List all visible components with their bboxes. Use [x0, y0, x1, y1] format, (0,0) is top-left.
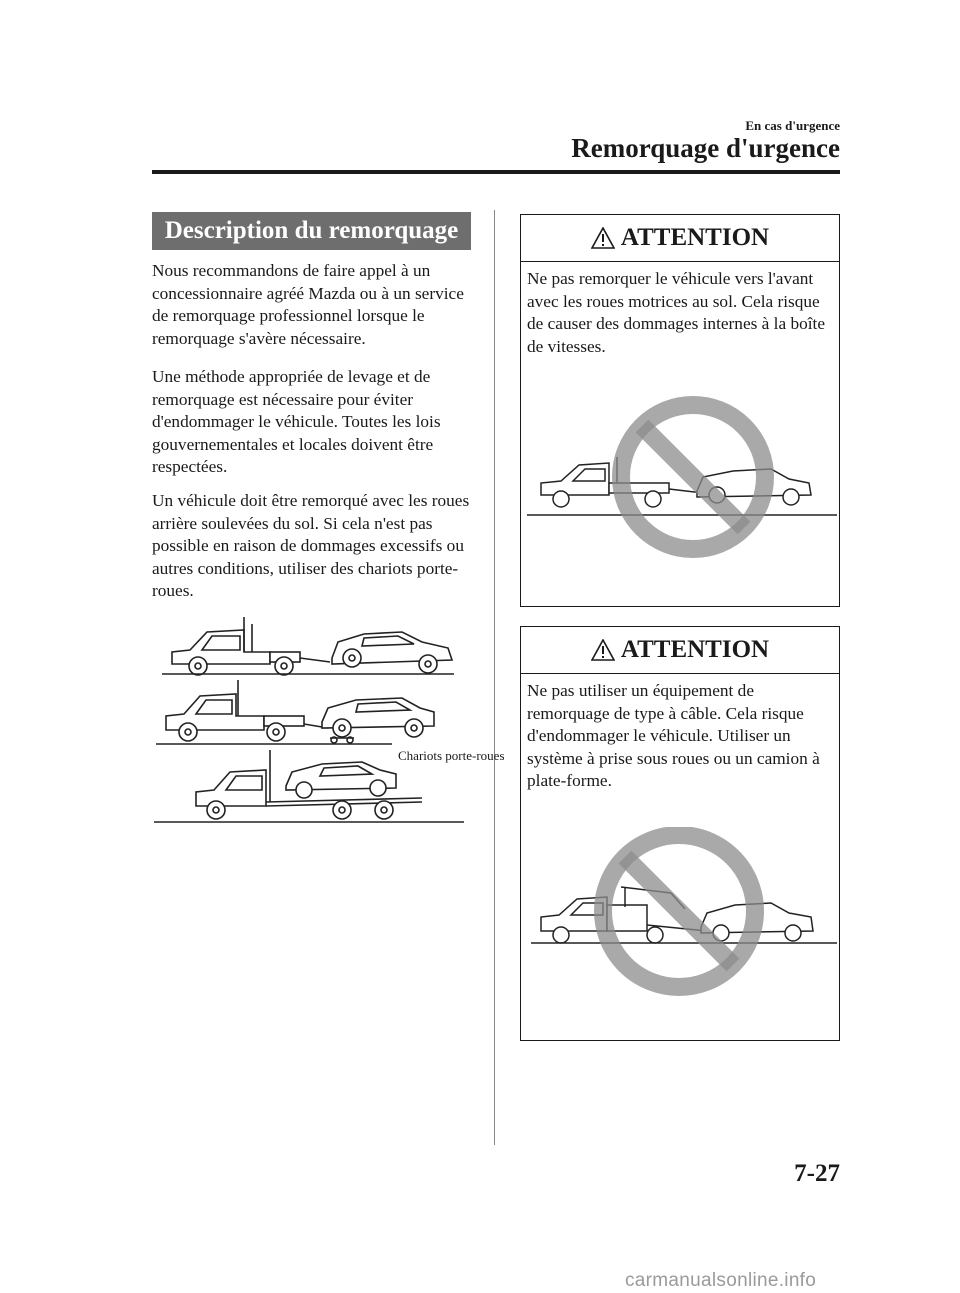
figure-caption-wheel-dollies: Chariots porte-roues	[398, 748, 505, 763]
wheel-dolly-tow-scene	[156, 680, 434, 744]
column-divider	[494, 210, 495, 1145]
section-title: Description du remorquage	[152, 212, 471, 250]
attention-text-1: Ne pas remorquer le véhicule vers l'avant avec les roues motrices au sol. Cela risque de causer des dommages internes à la boîte de vitesses.	[527, 269, 825, 356]
paragraph-3: Un véhicule doit être remorqué avec les roues arrière soulevées du sol. Si cela n'est pas possible en raison de dommages excessifs ou autres conditions, utiliser des chariots porte-roues.	[152, 491, 470, 600]
wheel-lift-tow-scene	[162, 617, 454, 675]
watermark: carmanualsonline.info	[625, 1270, 817, 1291]
attention-heading-2	[521, 627, 839, 674]
warning-triangle-icon	[591, 639, 615, 661]
warning-triangle-icon	[591, 227, 615, 249]
attention-heading-1	[521, 215, 839, 262]
attention-box-1	[520, 214, 840, 607]
paragraph-1: Nous recommandons de faire appel à un concessionnaire agréé Mazda ou à un service de remorquage professionnel lorsque le remorquage s'avère nécessaire.	[152, 261, 464, 348]
page-number: 7-27	[794, 1160, 840, 1187]
prohibited-sling-tow-illustration	[521, 827, 839, 1007]
prohibited-front-tow-illustration	[521, 395, 839, 570]
header-rule	[152, 170, 840, 174]
chapter-title: En cas d'urgence	[745, 118, 840, 133]
attention-text-2: Ne pas utiliser un équipement de remorquage de type à câble. Cela risque d'endommager le véhicule. Utiliser un système à prise sous roues ou un camion à plate-forme.	[527, 681, 820, 790]
towing-methods-illustration	[152, 612, 472, 827]
page-title: Remorquage d'urgence	[571, 133, 840, 163]
attention-heading-text: ATTENTION	[620, 224, 770, 251]
attention-box-2	[520, 626, 840, 1041]
attention-heading-text: ATTENTION	[620, 636, 770, 663]
paragraph-2: Une méthode appropriée de levage et de remorquage est nécessaire pour éviter d'endommager le véhicule. Toutes les lois gouvernementales et locales doivent être respectées.	[152, 367, 441, 476]
